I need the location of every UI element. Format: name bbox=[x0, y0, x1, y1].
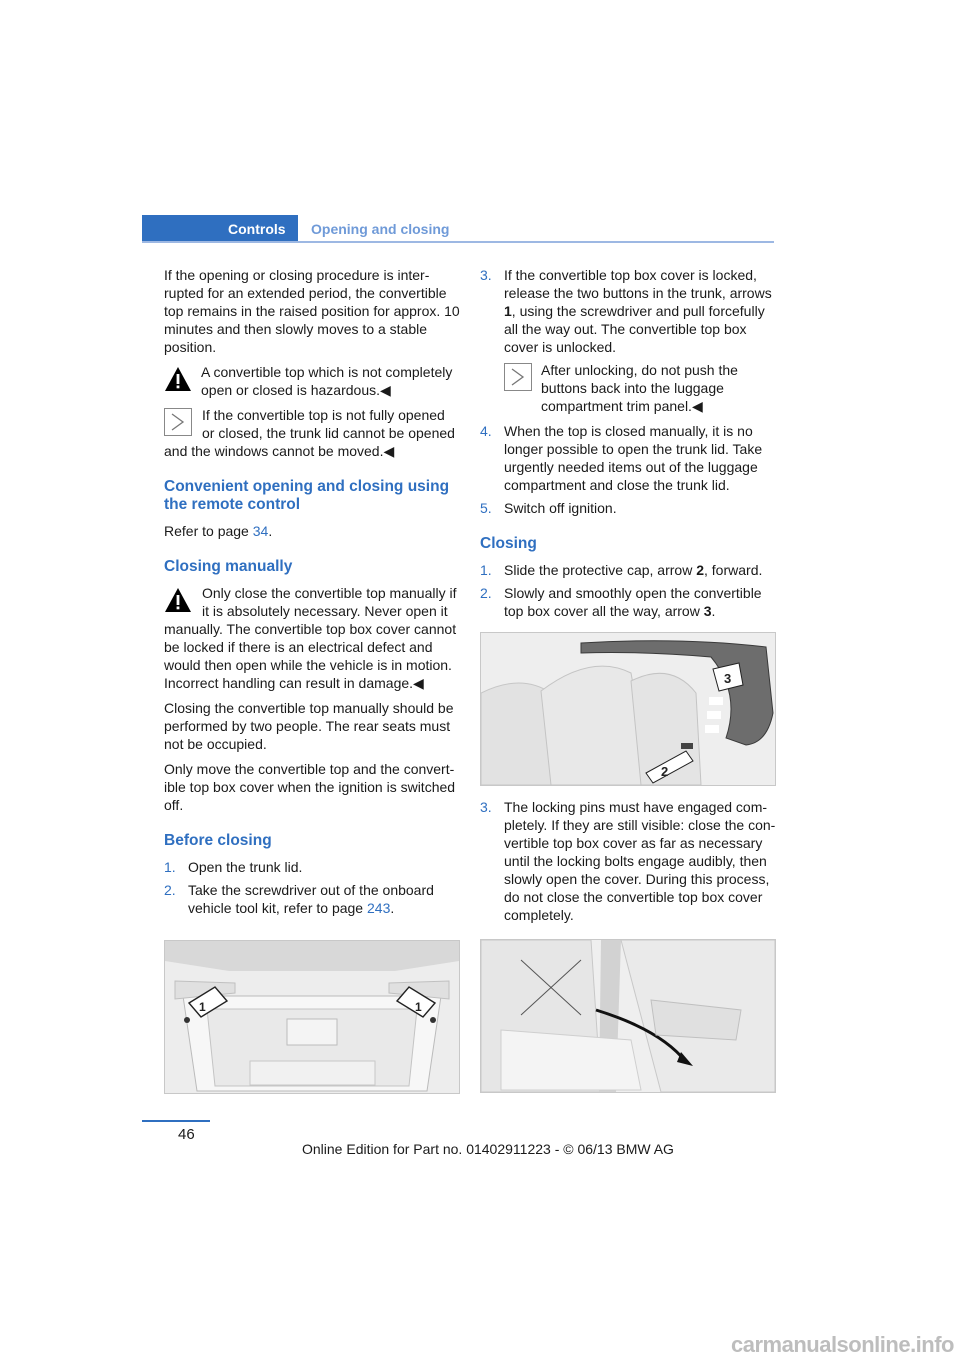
page-link-34[interactable]: 34 bbox=[252, 523, 269, 539]
warning-text-1: A convertible top which is not completely open or closed is hazardous.◀ bbox=[201, 364, 453, 398]
list-item bbox=[480, 499, 776, 517]
list-item bbox=[480, 584, 776, 620]
arrow-label: 1 bbox=[504, 303, 512, 319]
note-arrow-icon bbox=[504, 363, 532, 391]
note-arrow-icon bbox=[164, 408, 192, 436]
refer-suffix: . bbox=[268, 523, 273, 539]
step-number: 1. bbox=[480, 562, 492, 578]
warning-triangle-icon bbox=[164, 365, 192, 393]
svg-text:3: 3 bbox=[724, 671, 732, 686]
list-item bbox=[480, 561, 776, 579]
step-text: Slowly and smoothly open the convertible top box cover all the way, arrow bbox=[504, 585, 762, 619]
step-text: Switch off ignition. bbox=[504, 500, 617, 516]
footer-rule bbox=[142, 1120, 210, 1122]
heading-remote-control: Convenient opening and closing using the remote control bbox=[164, 478, 450, 513]
warning-note-1 bbox=[164, 363, 460, 399]
right-column bbox=[480, 266, 776, 1093]
footer-edition: Online Edition for Part no. 01402911223 - © 06/13 BMW AG bbox=[302, 1141, 674, 1157]
step-suffix: . bbox=[390, 900, 395, 916]
step-text: Open the trunk lid. bbox=[188, 859, 303, 875]
step-text-cont: . bbox=[711, 603, 716, 619]
heading-closing: Closing bbox=[480, 535, 537, 552]
before-closing-steps-continued bbox=[480, 266, 776, 517]
refer-page-line bbox=[164, 522, 460, 540]
watermark: carmanualsonline.info bbox=[731, 1332, 954, 1357]
locking-pins-illustration bbox=[480, 939, 776, 1093]
ignition-paragraph: Only move the convertible top and the convert-ible top box cover when the ignition is switched off. bbox=[164, 761, 456, 813]
step-number: 4. bbox=[480, 423, 492, 439]
step-number: 1. bbox=[164, 859, 176, 875]
step-text: The locking pins must have engaged com-pletely. If they are still visible: close the con-vertible top box cover as far as necessary until the locking bolts engage audibly, then slowly open the cover. During this process, do not close the convertible top box cover completely. bbox=[504, 799, 776, 923]
header-rule bbox=[142, 241, 774, 243]
heading-before-closing: Before closing bbox=[164, 832, 272, 849]
convertible-top-cover-illustration bbox=[480, 632, 776, 786]
warning-triangle-icon bbox=[164, 586, 192, 614]
warning-text-2: Only close the convertible top manually if it is absolutely necessary. Never open it manually. The convertible top box cover cannot be locked if there is an electrical defect and would then open while the vehicle is in motion. Incorrect handling can result in damage.◀ bbox=[164, 585, 457, 691]
step-number: 5. bbox=[480, 500, 492, 516]
header-chapter-title: Opening and closing bbox=[311, 221, 450, 237]
list-item bbox=[164, 881, 460, 917]
left-column bbox=[164, 266, 460, 1094]
refer-prefix: Refer to page bbox=[164, 523, 253, 539]
two-people-paragraph: Closing the convertible top manually should be performed by two people. The rear seats must not be occupied. bbox=[164, 700, 454, 752]
info-text-2: After unlocking, do not push the buttons back into the luggage compartment trim panel.◀ bbox=[541, 362, 738, 414]
step-text: When the top is closed manually, it is no longer possible to open the trunk lid. Take urgently needed items out of the luggage compartment and close the trunk lid. bbox=[504, 423, 763, 493]
closing-steps-continued bbox=[480, 798, 776, 924]
heading-closing-manually: Closing manually bbox=[164, 558, 293, 575]
step-text: Slide the protective cap, arrow bbox=[504, 562, 697, 578]
list-item bbox=[480, 266, 776, 415]
svg-text:1: 1 bbox=[199, 1000, 206, 1014]
list-item bbox=[480, 422, 776, 494]
step-text: If the convertible top box cover is locked, release the two buttons in the trunk, arrows bbox=[504, 267, 772, 301]
header-section-tab: Controls bbox=[142, 215, 298, 242]
svg-text:1: 1 bbox=[415, 1000, 422, 1014]
arrow-label: 3 bbox=[703, 603, 712, 619]
svg-text:2: 2 bbox=[661, 764, 669, 779]
step-text-cont: , forward. bbox=[704, 562, 763, 578]
info-note-2 bbox=[480, 361, 776, 415]
page-number: 46 bbox=[178, 1126, 195, 1143]
step-number: 2. bbox=[164, 882, 176, 898]
warning-note-2 bbox=[164, 584, 460, 692]
page-link-243[interactable]: 243 bbox=[367, 900, 391, 916]
step-number: 3. bbox=[480, 799, 492, 815]
info-text-1: If the convertible top is not fully opened or closed, the trunk lid cannot be opened and the windows cannot be moved.◀ bbox=[164, 407, 455, 459]
list-item bbox=[480, 798, 776, 924]
list-item bbox=[164, 858, 460, 876]
trunk-buttons-illustration bbox=[164, 940, 460, 1094]
arrow-label: 2 bbox=[696, 562, 705, 578]
info-note-1 bbox=[164, 406, 460, 460]
step-text: Take the screwdriver out of the onboard vehicle tool kit, refer to page bbox=[188, 882, 434, 916]
step-text-cont: , using the screwdriver and pull forcefully all the way out. The convertible top box cover is unlocked. bbox=[504, 303, 765, 355]
intro-paragraph: If the opening or closing procedure is inter-rupted for an extended period, the convertible top remains in the raised position for approx. 10 minutes and then slowly moves to a stable position. bbox=[164, 267, 460, 355]
step-number: 2. bbox=[480, 585, 492, 601]
closing-steps bbox=[480, 561, 776, 620]
step-number: 3. bbox=[480, 267, 492, 283]
before-closing-steps bbox=[164, 858, 460, 917]
